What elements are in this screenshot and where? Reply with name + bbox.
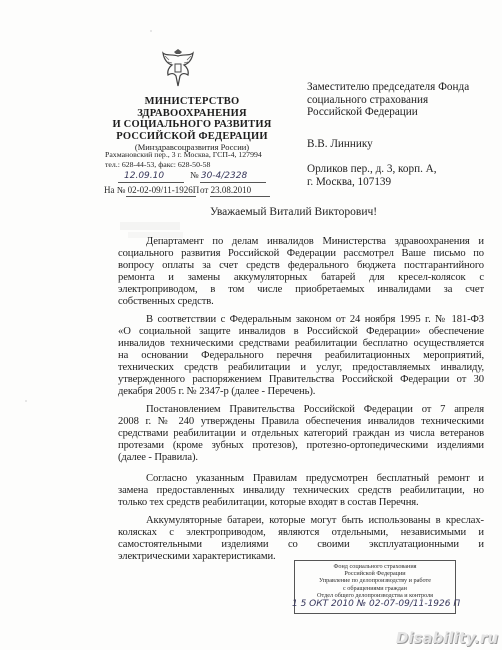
body-line: собственных средств. — [118, 296, 214, 307]
body-line: Постановлением Правительства Российской Федерации от 7 апреля — [146, 404, 484, 415]
ministry-address — [105, 150, 295, 169]
body-line: Аккумуляторные батареи, которые могут быть использованы в креслах- — [146, 515, 484, 526]
body-line: замена предоставленных инвалиду технических средств реабилитации, но — [118, 485, 484, 496]
body-line: социального развития Российской Федерации рассмотрел Ваше письмо по — [118, 248, 484, 259]
body-line: самостоятельными изделиями со своими эксплуатационными и — [118, 539, 484, 550]
body-line: «О социальной защите инвалидов в Российской Федерации» обеспечение — [118, 326, 484, 337]
paragraph-4 — [118, 473, 484, 509]
address-line: Рахмановский пер., 3 г. Москва, ГСП-4, 127994 — [105, 150, 262, 159]
recipient-address-line: г. Москва, 107139 — [307, 175, 392, 188]
reg-number: № 30-4/2328 — [190, 170, 248, 181]
stamp-line: Отдел общего делопроизводства и контроля — [316, 591, 434, 599]
body-line: вопросу оплаты за счет средств федерального бюджета постгарантийного — [118, 260, 484, 271]
ministry-line: И СОЦИАЛЬНОГО РАЗВИТИЯ — [112, 119, 272, 130]
body-line: на основании Федерального перечня реабилитационных мероприятий, — [118, 350, 484, 361]
ref-date-underline — [210, 196, 270, 197]
recipient-line: Заместителю председателя Фонда — [307, 81, 470, 93]
watermark: Disability.ru — [395, 629, 498, 647]
recipient-address-line: Орликов пер., д. 3, корп. А, — [307, 163, 437, 175]
recipient-title — [307, 81, 497, 119]
stamp-line: Российской Федерации — [344, 570, 406, 578]
body-line: Департамент по делам инвалидов Министерства здравоохранения и — [146, 236, 484, 247]
letter-body — [118, 236, 484, 563]
paragraph-gap — [118, 464, 484, 473]
stamp-registration: 1 5 ОКТ 2010 № 02-07-09/11-1926 П — [292, 599, 461, 609]
reference: На № 02-02-09/11-1926П — [104, 185, 200, 195]
reg-date-underline — [118, 182, 184, 183]
stamp-line: Управление по делопроизводству и работе — [319, 577, 431, 585]
ref-number-underline — [126, 196, 196, 197]
body-line: Согласно указанным Правилам предусмотрен бесплатный ремонт и — [146, 473, 484, 484]
body-line: инвалидов техническими средствами реабилитации бесплатно осуществляется — [118, 338, 484, 349]
recipient-name: В.В. Линнику — [307, 138, 373, 150]
body-line: колясках с электроприводом, являются отдельными, независимыми и — [118, 527, 484, 538]
scan-smudge — [120, 222, 180, 230]
coat-of-arms-icon — [160, 48, 196, 90]
body-line: утвержденного распоряжением Правительства Российской Федерации от 30 — [118, 374, 484, 385]
body-line: протезами (кроме зубных протезов), протезно-ортопедическими изделиями — [118, 440, 484, 451]
ref-number: 02-02-09/11-1926П — [127, 185, 200, 195]
paragraph-5 — [118, 515, 484, 563]
reference-date: от 23.08.2010 — [200, 185, 252, 195]
stamp-line: Фонд социального страхования — [333, 563, 417, 570]
address-line: тел.: 628-44-53, факс: 628-50-58 — [105, 159, 211, 169]
body-line: электроприводом, в том числе приобретаемых инвалидами за счет — [118, 284, 484, 295]
recipient-line: социального страхования — [307, 93, 429, 106]
body-line: только тех средств реабилитации, которые входят в состав Перечня. — [118, 497, 419, 508]
ministry-line: МИНИСТЕРСТВО — [144, 96, 240, 107]
body-line: (далее - Правила). — [118, 452, 198, 463]
body-line: ремонта и замены аккумуляторных батарей для кресел-колясок с — [118, 272, 484, 283]
reg-number-underline — [200, 182, 266, 183]
ministry-line: ЗДРАВООХРАНЕНИЯ — [137, 107, 247, 119]
reg-date: 12.09.10 — [124, 171, 165, 181]
ministry-name — [111, 96, 273, 152]
body-line: технических средств реабилитации и услуг, предоставляемых инвалиду, — [118, 362, 484, 373]
ministry-abbrev: (Минздравсоцразвития России) — [134, 142, 250, 152]
body-line: электрическими характеристиками. — [118, 551, 276, 562]
paragraph-1 — [118, 236, 484, 308]
body-line: В соответствии с Федеральным законом от 24 ноября 1995 г. № 181-ФЗ — [146, 314, 484, 325]
recipient-address — [307, 163, 497, 188]
ministry-line: РОССИЙСКОЙ ФЕДЕРАЦИИ — [116, 130, 268, 142]
scan-speck — [25, 400, 27, 402]
body-line: средствами реабилитации и отдельных категорий граждан из числа ветеранов — [118, 428, 484, 439]
paragraph-3 — [118, 404, 484, 464]
scan-speck — [150, 30, 152, 32]
paragraph-2 — [118, 314, 484, 398]
body-line: 2008 г. № 240 утверждены Правила обеспечения инвалидов техническими — [118, 416, 484, 427]
recipient-line: Российской Федерации — [307, 106, 418, 119]
stamp-line: с обращениями граждан — [343, 584, 407, 592]
salutation: Уважаемый Виталий Викторович! — [210, 206, 378, 218]
body-line: декабря 2005 г. № 2347-р (далее - Перечень). — [118, 386, 316, 397]
